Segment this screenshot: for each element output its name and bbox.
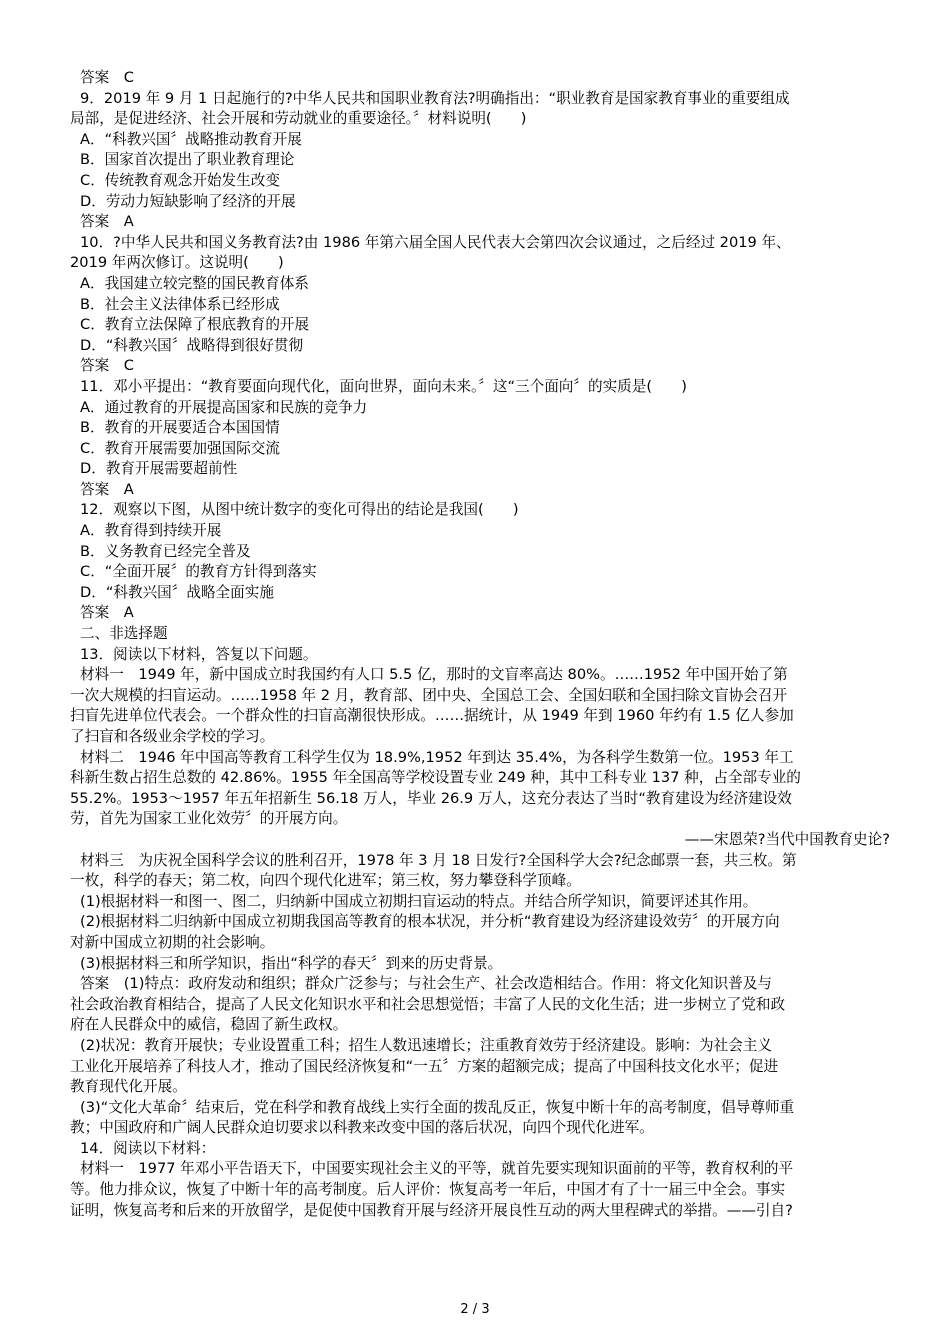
text-line: 工业化开展培养了科技人才，推动了国民经济恢复和“一五〞方案的超额完成；提高了中国科技文化水平；促进 [70, 1057, 779, 1075]
text-line: 材料二 1946 年中国高等教育工科学生仅为 18.9%,1952 年到达 35.4%，为各科学生数第一位。1953 年工 [80, 748, 794, 766]
text-line: A．“科教兴国〞战略推动教育开展 [80, 130, 302, 148]
text-line: C．传统教育观念开始发生改变 [80, 171, 280, 189]
text-line: 材料一 1977 年邓小平告语天下，中国要实现社会主义的平等，就首先要实现知识面前的平等，教育权利的平 [80, 1160, 794, 1178]
text-line: A．我国建立较完整的国民教育体系 [80, 274, 309, 292]
text-line: B．教育的开展要适合本国国情 [80, 419, 280, 437]
text-line: 答案 (1)特点：政府发动和组织；群众广泛参与；与社会生产、社会改造相结合。作用：将文化知识普及与 [80, 975, 772, 993]
text-line: A．教育得到持续开展 [80, 522, 222, 540]
text-line: 对新中国成立初期的社会影响。 [70, 933, 275, 951]
text-line: 教；中国政府和广阔人民群众迫切要求以科教来改变中国的落后状况，向四个现代化进军。 [70, 1119, 654, 1137]
text-line: 答案 A [80, 604, 134, 622]
text-line: D．教育开展需要超前性 [80, 460, 238, 478]
text-line: C．教育立法保障了根底教育的开展 [80, 316, 310, 334]
text-line: D．劳动力短缺影响了经济的开展 [80, 192, 296, 210]
text-line: 一枚，科学的春天；第二枚，向四个现代化进军；第三枚，努力攀登科学顶峰。 [70, 872, 581, 890]
text-line: 12．观察以下图，从图中统计数字的变化可得出的结论是我国( ) [80, 501, 519, 519]
text-line: 教育现代化开展。 [70, 1078, 187, 1096]
text-line: 10．?中华人民共和国义务教育法?由 1986 年第六届全国人民代表大会第四次会议通过，之后经过 2019 年、 [80, 233, 791, 251]
text-line: 答案 C [80, 69, 134, 86]
text-line: 二、非选择题 [80, 625, 168, 643]
text-line: 55.2%。1953～1957 年五年招新生 56.18 万人，毕业 26.9 万人，这充分表达了当时“教育建设为经济建设效 [70, 789, 792, 807]
text-line: (1)根据材料一和图一、图二，归纳新中国成立初期扫盲运动的特点。并结合所学知识，简要评述其作用。 [80, 892, 758, 910]
text-line: (2)状况：教育开展快；专业设置重工科；招生人数迅速增长；注重教育效劳于经济建设。影响：为社会主义 [80, 1036, 772, 1054]
text-line: 2019 年两次修订。这说明( ) [70, 254, 284, 272]
text-line: 等。他力排众议，恢复了中断十年的高考制度。后人评价：恢复高考一年后，中国才有了十一届三中全会。事实 [70, 1181, 786, 1199]
text-line: B．国家首次提出了职业教育理论 [80, 151, 295, 169]
text-line: 13．阅读以下材料，答复以下问题。 [80, 645, 318, 663]
text-line: B．义务教育已经完全普及 [80, 542, 251, 560]
text-line: A．通过教育的开展提高国家和民族的竞争力 [80, 398, 368, 416]
text-line: B．社会主义法律体系已经形成 [80, 295, 280, 313]
text-line: C．“全面开展〞的教育方针得到落实 [80, 563, 317, 581]
text-line: 材料一 1949 年，新中国成立时我国约有人口 5.5 亿，那时的文盲率高达 80%。……1952 年中国开始了第 [80, 666, 788, 684]
text-line: 答案 A [80, 213, 134, 231]
text-line: 劳，首先为国家工业化效劳〞的开展方向。 [70, 810, 348, 828]
text-line: 14．阅读以下材料： [80, 1139, 216, 1157]
text-line: 社会政治教育相结合，提高了人民文化知识水平和社会思想觉悟；丰富了人民的文化生活；进一步树立了党和政 [70, 995, 786, 1013]
text-line: D．“科教兴国〞战略得到很好贯彻 [80, 336, 304, 354]
text-line: 局部，是促进经济、社会开展和劳动就业的重要途径。〞材料说明( ) [70, 110, 527, 128]
text-line: (2)根据材料二归纳新中国成立初期我国高等教育的根本状况，并分析“教育建设为经济建设效劳〞的开展方向 [80, 913, 780, 931]
text-line: 扫盲先进单位代表会。一个群众性的扫盲高潮很快形成。……据统计，从 1949 年到 1960 年约有 1.5 亿人参加 [70, 707, 794, 725]
text-line: (3)“文化大革命〞结束后，党在科学和教育战线上实行全面的拨乱反正，恢复中断十年的高考制度，倡导尊师重 [80, 1098, 795, 1116]
text-line: 答案 A [80, 480, 134, 498]
text-line: 了扫盲和各级业余学校的学习。 [70, 728, 275, 745]
text-line: 9．2019 年 9 月 1 日起施行的?中华人民共和国职业教育法?明确指出：“职业教育是国家教育事业的重要组成 [80, 89, 790, 107]
text-line: 科新生数占招生总数的 42.86%。1955 年全国高等学校设置专业 249 种，其中工科专业 137 种，占全部专业的 [70, 769, 801, 787]
text-line: 11．邓小平提出：“教育要面向现代化，面向世界，面向未来。〞这“三个面向〞的实质是( ) [80, 377, 687, 395]
text-line: (3)根据材料三和所学知识，指出“科学的春天〞到来的历史背景。 [80, 954, 503, 972]
text-line: 证明，恢复高考和后来的开放留学，是促使中国教育开展与经济开展良性互动的两大里程碑式的举措。——引自? [70, 1201, 793, 1219]
text-line: D．“科教兴国〞战略全面实施 [80, 583, 274, 601]
text-line: 材料三 为庆祝全国科学会议的胜利召开，1978 年 3 月 18 日发行?全国科学大会?纪念邮票一套，共三枚。第 [80, 851, 797, 869]
text-line: ——宋恩荣?当代中国教育史论? [684, 830, 890, 848]
text-line: 一次大规模的扫盲运动。……1958 年 2 月，教育部、团中央、全国总工会、全国妇联和全国扫除文盲协会召开 [70, 686, 788, 704]
text-line: 府在人民群众中的威信，稳固了新生政权。 [70, 1016, 348, 1034]
document-body [70, 68, 890, 1221]
text-line: 答案 C [80, 357, 134, 375]
page-number: 2 / 3 [460, 1302, 490, 1317]
text-line: C．教育开展需要加强国际交流 [80, 439, 280, 457]
